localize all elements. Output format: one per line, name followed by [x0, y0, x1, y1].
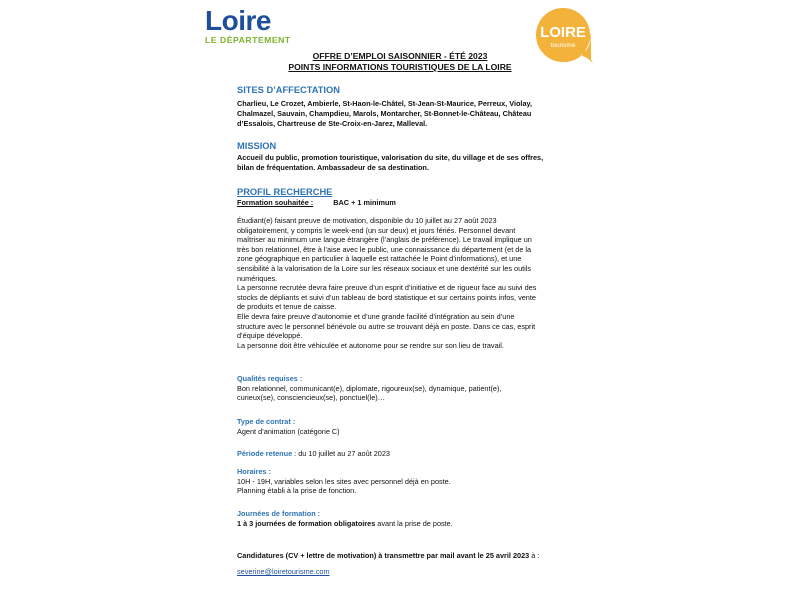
formation-value: BAC + 1 minimum — [333, 198, 396, 207]
profil-line: maîtriser au minimum une langue étrangère (l’anglais de préférence). Le travail implique un — [237, 235, 532, 245]
candidatures-email-link[interactable]: severine@loiretourisme.com — [237, 566, 330, 576]
profil-line: zone géographique en particulier à laquelle est rattachée le Point d’informations), et une — [237, 254, 522, 264]
sites-line: d’Essalois, Chartreuse de Ste-Croix-en-Jarez, Malleval. — [237, 119, 428, 129]
qualites-line: curieux(se), consciencieux(se), ponctuel(le)… — [237, 393, 386, 403]
profil-line: Elle devra faire preuve d’autonomie et d’une grande facilité d’intégration au sein d’une — [237, 311, 515, 321]
loire-logo-word: Loire — [205, 5, 271, 36]
contrat-label: Type de contrat : — [237, 417, 296, 426]
qualites-line: Bon relationnel, communicant(e), diplomate, rigoureux(se), dynamique, patient(e), — [237, 383, 502, 393]
profil-section — [237, 187, 567, 208]
profil-line: Étudiant(e) faisant preuve de motivation, disponible du 10 juillet au 27 août 2023 — [237, 216, 497, 225]
journees-bold-value: 1 à 3 journées de formation obligatoires — [237, 518, 376, 528]
mission-heading: MISSION — [237, 141, 277, 151]
contrat-section — [237, 417, 567, 436]
sites-line: Chalmazel, Sauvain, Champdieu, Marols, Montarcher, St-Bonnet-le-Château, Château — [237, 109, 532, 119]
profil-line: numériques. — [237, 273, 278, 283]
offer-subtitle: POINTS INFORMATIONS TOURISTIQUES DE LA LOIRE — [288, 62, 512, 72]
tourisme-logo-word: LOIRE — [540, 24, 586, 41]
candidatures-bold: Candidatures (CV + lettre de motivation) à transmettre par mail avant le 25 avril 2023 — [237, 551, 530, 560]
sites-heading: SITES D’AFFECTATION — [237, 85, 340, 95]
profil-line: stocks de dépliants et suivi d’un tableau de bord statistique et sur certains points infos, vente — [237, 292, 536, 302]
periode-value: : du 10 juillet au 27 août 2023 — [292, 449, 390, 458]
profil-line: de produits et tenue de caisse. — [237, 302, 337, 312]
journees-label: Journées de formation : — [237, 509, 321, 518]
formation-row — [237, 198, 567, 208]
profil-line: d’équipe développé. — [237, 331, 303, 341]
profil-line: structure avec le personnel bénévole ou autre se trouvant déjà en poste. Dans ce cas, esprit — [237, 321, 536, 331]
formation-label: Formation souhaitée : — [237, 198, 314, 207]
contrat-value: Agent d’animation (catégorie C) — [237, 426, 340, 436]
sites-section — [237, 85, 567, 130]
mission-line: bilan de fréquentation. Ambassadeur de sa destination. — [237, 163, 429, 173]
qualites-section — [237, 374, 567, 403]
candidatures-text — [237, 551, 567, 561]
candidatures-section — [237, 551, 567, 579]
qualites-label: Qualités requises : — [237, 374, 303, 383]
mission-section — [237, 141, 567, 173]
journees-value — [237, 519, 567, 529]
horaires-label: Horaires : — [237, 467, 272, 476]
horaires-line: Planning établi à la prise de fonction. — [237, 486, 357, 496]
journees-rest-value: avant la prise de poste. — [375, 518, 453, 528]
sites-line: Charlieu, Le Crozet, Ambierle, St-Haon-le-Châtel, St-Jean-St-Maurice, Perreux, Violay, — [237, 99, 533, 108]
profil-line: La personne doit être véhiculée et autonome pour se rendre sur son lieu de travail. — [237, 340, 504, 350]
periode-section — [237, 447, 567, 459]
loire-departement-logo — [205, 6, 305, 45]
loire-logo-subtitle: LE DÉPARTEMENT — [205, 35, 291, 45]
periode-label: Période retenue — [237, 449, 293, 458]
profil-line: La personne recrutée devra faire preuve d’un esprit d’initiative et de rigueur face au suivi des — [237, 283, 537, 293]
tourisme-logo-subtitle: tourisme — [550, 42, 576, 49]
journees-section — [237, 509, 567, 528]
mission-line: Accueil du public, promotion touristique, valorisation du site, du village et de ses offres, — [237, 153, 544, 162]
profil-paragraph — [237, 216, 567, 350]
candidatures-suffix: à : — [529, 551, 540, 560]
offer-title: OFFRE D’EMPLOI SAISONNIER - ÉTÉ 2023 — [312, 51, 488, 61]
horaires-section — [237, 467, 567, 496]
profil-line: très bon relationnel, être à l’aise avec le public, une connaissance du département (et de la — [237, 244, 532, 254]
profil-line: sensibilité à la valorisation de la Loire sur les réseaux sociaux et une dextérité sur les outils — [237, 263, 532, 273]
horaires-line: 10H - 19H, variables selon les sites avec personnel déjà en poste. — [237, 476, 451, 486]
profil-heading: PROFIL RECHERCHE — [237, 187, 333, 197]
profil-line: obligatoirement, y compris le week-end (un sur deux) et jours fériés. Personnel devant — [237, 225, 516, 235]
